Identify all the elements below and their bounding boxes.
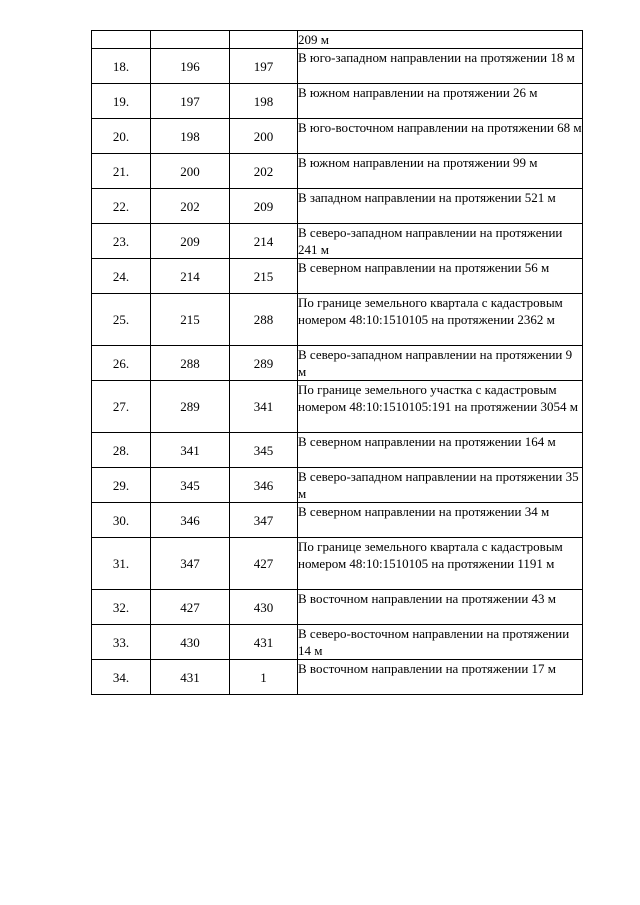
from-point-cell: 197 bbox=[151, 84, 230, 119]
row-number-cell: 28. bbox=[92, 433, 151, 468]
to-point-cell: 431 bbox=[230, 625, 298, 660]
to-point-cell: 198 bbox=[230, 84, 298, 119]
to-point-cell: 215 bbox=[230, 259, 298, 294]
table-row bbox=[92, 189, 583, 224]
to-point-cell: 197 bbox=[230, 49, 298, 84]
from-point-cell: 347 bbox=[151, 538, 230, 590]
to-point-cell: 345 bbox=[230, 433, 298, 468]
row-number-cell: 24. bbox=[92, 259, 151, 294]
to-point-cell: 202 bbox=[230, 154, 298, 189]
description-cell: В восточном направлении на протяжении 43 м bbox=[298, 590, 583, 625]
to-point-cell: 347 bbox=[230, 503, 298, 538]
row-number-cell: 25. bbox=[92, 294, 151, 346]
table-row bbox=[92, 503, 583, 538]
description-cell: В северо-восточном направлении на протяжении 14 м bbox=[298, 625, 583, 660]
description-cell: В юго-восточном направлении на протяжении 68 м bbox=[298, 119, 583, 154]
row-number-cell bbox=[92, 31, 151, 49]
from-point-cell: 288 bbox=[151, 346, 230, 381]
from-point-cell: 215 bbox=[151, 294, 230, 346]
row-number-cell: 31. bbox=[92, 538, 151, 590]
row-number-cell: 20. bbox=[92, 119, 151, 154]
from-point-cell: 214 bbox=[151, 259, 230, 294]
from-point-cell: 341 bbox=[151, 433, 230, 468]
table-row bbox=[92, 224, 583, 259]
boundary-table bbox=[91, 30, 583, 695]
from-point-cell: 209 bbox=[151, 224, 230, 259]
to-point-cell: 427 bbox=[230, 538, 298, 590]
table-row bbox=[92, 31, 583, 49]
row-number-cell: 19. bbox=[92, 84, 151, 119]
from-point-cell: 345 bbox=[151, 468, 230, 503]
to-point-cell: 346 bbox=[230, 468, 298, 503]
from-point-cell: 289 bbox=[151, 381, 230, 433]
from-point-cell: 427 bbox=[151, 590, 230, 625]
description-cell: В восточном направлении на протяжении 17 м bbox=[298, 660, 583, 695]
from-point-cell: 202 bbox=[151, 189, 230, 224]
table-row bbox=[92, 84, 583, 119]
to-point-cell: 289 bbox=[230, 346, 298, 381]
from-point-cell: 200 bbox=[151, 154, 230, 189]
from-point-cell bbox=[151, 31, 230, 49]
to-point-cell bbox=[230, 31, 298, 49]
row-number-cell: 18. bbox=[92, 49, 151, 84]
to-point-cell: 1 bbox=[230, 660, 298, 695]
description-cell: По границе земельного участка с кадастровым номером 48:10:1510105:191 на протяжении 3054 м bbox=[298, 381, 583, 433]
row-number-cell: 33. bbox=[92, 625, 151, 660]
from-point-cell: 196 bbox=[151, 49, 230, 84]
table-row bbox=[92, 433, 583, 468]
to-point-cell: 288 bbox=[230, 294, 298, 346]
table-row bbox=[92, 49, 583, 84]
description-cell: В северном направлении на протяжении 34 м bbox=[298, 503, 583, 538]
from-point-cell: 430 bbox=[151, 625, 230, 660]
row-number-cell: 23. bbox=[92, 224, 151, 259]
row-number-cell: 21. bbox=[92, 154, 151, 189]
description-cell: По границе земельного квартала с кадастровым номером 48:10:1510105 на протяжении 1191 м bbox=[298, 538, 583, 590]
to-point-cell: 209 bbox=[230, 189, 298, 224]
row-number-cell: 27. bbox=[92, 381, 151, 433]
description-cell: По границе земельного квартала с кадастровым номером 48:10:1510105 на протяжении 2362 м bbox=[298, 294, 583, 346]
description-cell: В северном направлении на протяжении 56 м bbox=[298, 259, 583, 294]
table-row bbox=[92, 259, 583, 294]
table-row bbox=[92, 294, 583, 346]
table-row bbox=[92, 660, 583, 695]
description-cell: В юго-западном направлении на протяжении 18 м bbox=[298, 49, 583, 84]
to-point-cell: 200 bbox=[230, 119, 298, 154]
from-point-cell: 431 bbox=[151, 660, 230, 695]
table-row bbox=[92, 346, 583, 381]
to-point-cell: 341 bbox=[230, 381, 298, 433]
from-point-cell: 198 bbox=[151, 119, 230, 154]
to-point-cell: 214 bbox=[230, 224, 298, 259]
row-number-cell: 22. bbox=[92, 189, 151, 224]
description-cell: 209 м bbox=[298, 31, 583, 49]
table-row bbox=[92, 468, 583, 503]
description-cell: В западном направлении на протяжении 521 м bbox=[298, 189, 583, 224]
table-row bbox=[92, 590, 583, 625]
table-row bbox=[92, 625, 583, 660]
row-number-cell: 29. bbox=[92, 468, 151, 503]
table-row bbox=[92, 119, 583, 154]
description-cell: В южном направлении на протяжении 26 м bbox=[298, 84, 583, 119]
to-point-cell: 430 bbox=[230, 590, 298, 625]
table-row bbox=[92, 538, 583, 590]
description-cell: В южном направлении на протяжении 99 м bbox=[298, 154, 583, 189]
description-cell: В северном направлении на протяжении 164 м bbox=[298, 433, 583, 468]
description-cell: В северо-западном направлении на протяжении 35 м bbox=[298, 468, 583, 503]
table-row bbox=[92, 154, 583, 189]
row-number-cell: 34. bbox=[92, 660, 151, 695]
boundary-table-body bbox=[92, 31, 583, 695]
description-cell: В северо-западном направлении на протяжении 241 м bbox=[298, 224, 583, 259]
row-number-cell: 30. bbox=[92, 503, 151, 538]
table-row bbox=[92, 381, 583, 433]
from-point-cell: 346 bbox=[151, 503, 230, 538]
description-cell: В северо-западном направлении на протяжении 9 м bbox=[298, 346, 583, 381]
row-number-cell: 26. bbox=[92, 346, 151, 381]
row-number-cell: 32. bbox=[92, 590, 151, 625]
